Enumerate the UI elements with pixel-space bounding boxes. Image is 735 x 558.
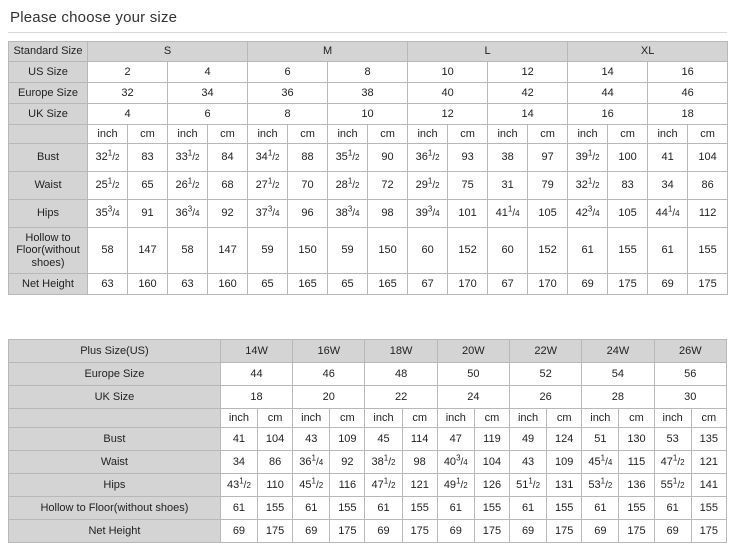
cell-waist: 86 [688, 172, 728, 200]
unit-cell: inch [654, 409, 691, 428]
cell-waist: 68 [208, 172, 248, 200]
cell-plus-size: 26W [654, 340, 726, 363]
cell-hollow: 59 [248, 228, 288, 274]
cell-hips: 116 [330, 474, 365, 497]
unit-cell: cm [368, 125, 408, 144]
cell-waist: 43 [510, 451, 547, 474]
unit-cell: cm [208, 125, 248, 144]
unit-cell: cm [547, 409, 582, 428]
cell-net-height: 175 [547, 520, 582, 543]
unit-cell: inch [582, 409, 619, 428]
cell-bust: 84 [208, 144, 248, 172]
table-row-net-height [9, 520, 727, 543]
unit-cell: cm [528, 125, 568, 144]
cell-bust: $34^1/2$ [248, 144, 288, 172]
cell-net-height: 175 [619, 520, 654, 543]
unit-cell: cm [288, 125, 328, 144]
cell-waist: 72 [368, 172, 408, 200]
table-row-hips [9, 200, 728, 228]
cell-plus-size: 14W [220, 340, 292, 363]
cell-hips: $55^1/2$ [654, 474, 691, 497]
cell-hollow: 150 [288, 228, 328, 274]
cell-hips: 131 [547, 474, 582, 497]
cell-waist: 65 [128, 172, 168, 200]
table-row-uk-size [9, 104, 728, 125]
cell-europe-size: 34 [168, 83, 248, 104]
cell-bust: 38 [488, 144, 528, 172]
cell-net-height: 175 [608, 274, 648, 295]
table-row-europe-size [9, 363, 727, 386]
cell-hollow: 147 [128, 228, 168, 274]
cell-uk-size: 18 [648, 104, 728, 125]
cell-bust: 53 [654, 428, 691, 451]
cell-hips: 126 [474, 474, 509, 497]
cell-waist: 70 [288, 172, 328, 200]
cell-net-height: 69 [293, 520, 330, 543]
cell-hollow: 61 [648, 228, 688, 274]
cell-bust: 119 [474, 428, 509, 451]
cell-net-height: 65 [328, 274, 368, 295]
cell-waist: $32^1/2$ [568, 172, 608, 200]
cell-us-size: 16 [648, 62, 728, 83]
cell-hollow: 155 [474, 497, 509, 520]
cell-us-size: 8 [328, 62, 408, 83]
cell-waist: $29^1/2$ [408, 172, 448, 200]
cell-us-size: 10 [408, 62, 488, 83]
table-row-bust [9, 144, 728, 172]
cell-europe-size: 54 [582, 363, 654, 386]
cell-net-height: 67 [488, 274, 528, 295]
cell-hips: $53^1/2$ [582, 474, 619, 497]
row-label-standard-size: Standard Size [9, 42, 88, 62]
cell-bust: 135 [691, 428, 726, 451]
unit-cell: inch [328, 125, 368, 144]
cell-bust: 93 [448, 144, 488, 172]
cell-net-height: 170 [528, 274, 568, 295]
cell-net-height: 69 [510, 520, 547, 543]
cell-waist: 83 [608, 172, 648, 200]
cell-plus-size: 18W [365, 340, 437, 363]
row-label-plus-size: Plus Size(US) [9, 340, 221, 363]
cell-hollow: 155 [688, 228, 728, 274]
cell-hips: $41^1/4$ [488, 200, 528, 228]
cell-waist: 75 [448, 172, 488, 200]
table-row-hollow-to-floor [9, 228, 728, 274]
cell-europe-size: 44 [568, 83, 648, 104]
cell-europe-size: 32 [88, 83, 168, 104]
table-row-net-height [9, 274, 728, 295]
cell-uk-size: 20 [293, 386, 365, 409]
cell-hips: $35^3/4$ [88, 200, 128, 228]
cell-hips: $45^1/2$ [293, 474, 330, 497]
cell-hollow: 61 [293, 497, 330, 520]
cell-hollow: 61 [220, 497, 257, 520]
row-label-bust: Bust [9, 428, 221, 451]
cell-hollow: 150 [368, 228, 408, 274]
table-row-plus-size [9, 340, 727, 363]
table-row-units [9, 409, 727, 428]
table-row-waist [9, 451, 727, 474]
cell-europe-size: 48 [365, 363, 437, 386]
cell-uk-size: 24 [437, 386, 509, 409]
cell-europe-size: 56 [654, 363, 726, 386]
unit-cell: inch [510, 409, 547, 428]
cell-us-size: 4 [168, 62, 248, 83]
plus-size-table [8, 339, 727, 543]
standard-size-table [8, 41, 728, 295]
cell-waist: 86 [258, 451, 293, 474]
cell-hips: 105 [528, 200, 568, 228]
cell-hips: 121 [402, 474, 437, 497]
cell-bust: 43 [293, 428, 330, 451]
table-row-us-size [9, 62, 728, 83]
cell-uk-size: 16 [568, 104, 648, 125]
cell-uk-size: 14 [488, 104, 568, 125]
unit-cell: inch [220, 409, 257, 428]
cell-bust: $36^1/2$ [408, 144, 448, 172]
cell-hollow: 61 [654, 497, 691, 520]
cell-hips: $49^1/2$ [437, 474, 474, 497]
unit-cell: inch [648, 125, 688, 144]
row-label-units [9, 409, 221, 428]
cell-uk-size: 10 [328, 104, 408, 125]
cell-bust: 41 [648, 144, 688, 172]
unit-cell: cm [691, 409, 726, 428]
unit-cell: cm [474, 409, 509, 428]
unit-cell: inch [248, 125, 288, 144]
cell-bust: 41 [220, 428, 257, 451]
cell-waist: $47^1/2$ [654, 451, 691, 474]
cell-uk-size: 22 [365, 386, 437, 409]
cell-net-height: 63 [168, 274, 208, 295]
cell-net-height: 165 [288, 274, 328, 295]
cell-bust: 130 [619, 428, 654, 451]
cell-bust: $39^1/2$ [568, 144, 608, 172]
unit-cell: inch [168, 125, 208, 144]
cell-hips: $51^1/2$ [510, 474, 547, 497]
cell-hollow: 61 [568, 228, 608, 274]
cell-bust: $35^1/2$ [328, 144, 368, 172]
cell-europe-size: 42 [488, 83, 568, 104]
cell-waist: 92 [330, 451, 365, 474]
cell-europe-size: 36 [248, 83, 328, 104]
cell-net-height: 69 [568, 274, 608, 295]
cell-net-height: 67 [408, 274, 448, 295]
cell-bust: 104 [688, 144, 728, 172]
cell-net-height: 175 [330, 520, 365, 543]
row-label-units [9, 125, 88, 144]
table-row-hollow-to-floor [9, 497, 727, 520]
cell-hips: $47^1/2$ [365, 474, 402, 497]
table-row-uk-size [9, 386, 727, 409]
table-row-standard-size [9, 42, 728, 62]
cell-bust: $32^1/2$ [88, 144, 128, 172]
title-divider [8, 32, 727, 33]
cell-hips: $37^3/4$ [248, 200, 288, 228]
row-label-waist: Waist [9, 172, 88, 200]
cell-waist: $38^1/2$ [365, 451, 402, 474]
cell-plus-size: 22W [510, 340, 582, 363]
unit-cell: inch [488, 125, 528, 144]
page-title: Please choose your size [10, 9, 178, 26]
row-label-net-height: Net Height [9, 274, 88, 295]
cell-waist: $27^1/2$ [248, 172, 288, 200]
size-group-s: S [88, 42, 248, 62]
cell-uk-size: 4 [88, 104, 168, 125]
cell-uk-size: 28 [582, 386, 654, 409]
row-label-uk-size: UK Size [9, 386, 221, 409]
cell-europe-size: 44 [220, 363, 292, 386]
cell-uk-size: 26 [510, 386, 582, 409]
cell-net-height: 175 [688, 274, 728, 295]
cell-hips: 92 [208, 200, 248, 228]
cell-hollow: 61 [582, 497, 619, 520]
cell-europe-size: 46 [293, 363, 365, 386]
cell-hollow: 60 [488, 228, 528, 274]
cell-hollow: 61 [437, 497, 474, 520]
cell-bust: 114 [402, 428, 437, 451]
cell-plus-size: 24W [582, 340, 654, 363]
cell-hollow: 152 [448, 228, 488, 274]
cell-hips: 98 [368, 200, 408, 228]
cell-bust: $33^1/2$ [168, 144, 208, 172]
cell-bust: 90 [368, 144, 408, 172]
cell-bust: 83 [128, 144, 168, 172]
cell-net-height: 175 [474, 520, 509, 543]
cell-bust: 51 [582, 428, 619, 451]
cell-hips: $43^1/2$ [220, 474, 257, 497]
cell-uk-size: 6 [168, 104, 248, 125]
cell-hollow: 152 [528, 228, 568, 274]
row-label-uk-size: UK Size [9, 104, 88, 125]
cell-waist: 31 [488, 172, 528, 200]
unit-cell: cm [619, 409, 654, 428]
cell-hips: 110 [258, 474, 293, 497]
cell-europe-size: 38 [328, 83, 408, 104]
cell-hollow: 58 [88, 228, 128, 274]
cell-net-height: 160 [208, 274, 248, 295]
cell-us-size: 14 [568, 62, 648, 83]
cell-europe-size: 46 [648, 83, 728, 104]
unit-cell: inch [568, 125, 608, 144]
row-label-europe-size: Europe Size [9, 83, 88, 104]
cell-hips: 112 [688, 200, 728, 228]
cell-waist: 34 [220, 451, 257, 474]
cell-bust: 45 [365, 428, 402, 451]
cell-waist: $25^1/2$ [88, 172, 128, 200]
cell-hollow: 155 [608, 228, 648, 274]
unit-cell: inch [293, 409, 330, 428]
unit-cell: inch [408, 125, 448, 144]
cell-hollow: 155 [691, 497, 726, 520]
unit-cell: cm [608, 125, 648, 144]
cell-us-size: 12 [488, 62, 568, 83]
unit-cell: cm [330, 409, 365, 428]
cell-waist: $28^1/2$ [328, 172, 368, 200]
cell-hollow: 58 [168, 228, 208, 274]
unit-cell: cm [448, 125, 488, 144]
cell-bust: 124 [547, 428, 582, 451]
cell-uk-size: 18 [220, 386, 292, 409]
unit-cell: inch [88, 125, 128, 144]
cell-bust: 109 [330, 428, 365, 451]
cell-waist: $40^3/4$ [437, 451, 474, 474]
cell-hollow: 155 [619, 497, 654, 520]
cell-hollow: 147 [208, 228, 248, 274]
cell-waist: 79 [528, 172, 568, 200]
table-row-hips [9, 474, 727, 497]
cell-net-height: 65 [248, 274, 288, 295]
cell-waist: 115 [619, 451, 654, 474]
cell-hollow: 155 [258, 497, 293, 520]
cell-net-height: 175 [258, 520, 293, 543]
cell-net-height: 175 [402, 520, 437, 543]
cell-net-height: 69 [437, 520, 474, 543]
cell-us-size: 6 [248, 62, 328, 83]
unit-cell: inch [437, 409, 474, 428]
cell-net-height: 170 [448, 274, 488, 295]
unit-cell: cm [128, 125, 168, 144]
cell-bust: 100 [608, 144, 648, 172]
cell-hollow: 60 [408, 228, 448, 274]
row-label-hips: Hips [9, 200, 88, 228]
cell-net-height: 69 [648, 274, 688, 295]
cell-waist: 121 [691, 451, 726, 474]
cell-net-height: 69 [365, 520, 402, 543]
cell-hips: 105 [608, 200, 648, 228]
cell-bust: 49 [510, 428, 547, 451]
unit-cell: cm [688, 125, 728, 144]
size-group-xl: XL [568, 42, 728, 62]
cell-hips: 91 [128, 200, 168, 228]
cell-waist: 34 [648, 172, 688, 200]
row-label-europe-size: Europe Size [9, 363, 221, 386]
table-row-waist [9, 172, 728, 200]
cell-hips: $39^3/4$ [408, 200, 448, 228]
cell-net-height: 69 [220, 520, 257, 543]
cell-hips: 96 [288, 200, 328, 228]
cell-hollow: 155 [547, 497, 582, 520]
cell-net-height: 175 [691, 520, 726, 543]
row-label-us-size: US Size [9, 62, 88, 83]
unit-cell: cm [258, 409, 293, 428]
cell-hips: 136 [619, 474, 654, 497]
cell-hollow: 59 [328, 228, 368, 274]
row-label-net-height: Net Height [9, 520, 221, 543]
cell-uk-size: 12 [408, 104, 488, 125]
cell-uk-size: 30 [654, 386, 726, 409]
table-row-europe-size [9, 83, 728, 104]
size-group-l: L [408, 42, 568, 62]
row-label-bust: Bust [9, 144, 88, 172]
unit-cell: inch [365, 409, 402, 428]
cell-net-height: 160 [128, 274, 168, 295]
cell-net-height: 63 [88, 274, 128, 295]
cell-hips: 141 [691, 474, 726, 497]
cell-plus-size: 20W [437, 340, 509, 363]
cell-hollow: 61 [510, 497, 547, 520]
cell-europe-size: 52 [510, 363, 582, 386]
unit-cell: cm [402, 409, 437, 428]
cell-hollow: 155 [402, 497, 437, 520]
cell-bust: 88 [288, 144, 328, 172]
cell-bust: 47 [437, 428, 474, 451]
cell-waist: $26^1/2$ [168, 172, 208, 200]
table-row-bust [9, 428, 727, 451]
cell-hips: 101 [448, 200, 488, 228]
cell-waist: 104 [474, 451, 509, 474]
cell-net-height: 69 [582, 520, 619, 543]
cell-net-height: 165 [368, 274, 408, 295]
cell-europe-size: 50 [437, 363, 509, 386]
size-group-m: M [248, 42, 408, 62]
row-label-hollow-to-floor: Hollow to Floor(without shoes) [9, 497, 221, 520]
cell-bust: 97 [528, 144, 568, 172]
cell-hips: $38^3/4$ [328, 200, 368, 228]
cell-waist: $36^1/4$ [293, 451, 330, 474]
row-label-waist: Waist [9, 451, 221, 474]
cell-hips: $44^1/4$ [648, 200, 688, 228]
cell-uk-size: 8 [248, 104, 328, 125]
cell-net-height: 69 [654, 520, 691, 543]
table-row-units [9, 125, 728, 144]
cell-waist: 109 [547, 451, 582, 474]
cell-hollow: 61 [365, 497, 402, 520]
cell-hollow: 155 [330, 497, 365, 520]
row-label-hollow-to-floor: Hollow to Floor(without shoes) [9, 228, 88, 274]
cell-waist: 98 [402, 451, 437, 474]
cell-bust: 104 [258, 428, 293, 451]
cell-hips: $36^3/4$ [168, 200, 208, 228]
cell-us-size: 2 [88, 62, 168, 83]
cell-plus-size: 16W [293, 340, 365, 363]
cell-waist: $45^1/4$ [582, 451, 619, 474]
cell-hips: $42^3/4$ [568, 200, 608, 228]
cell-europe-size: 40 [408, 83, 488, 104]
row-label-hips: Hips [9, 474, 221, 497]
